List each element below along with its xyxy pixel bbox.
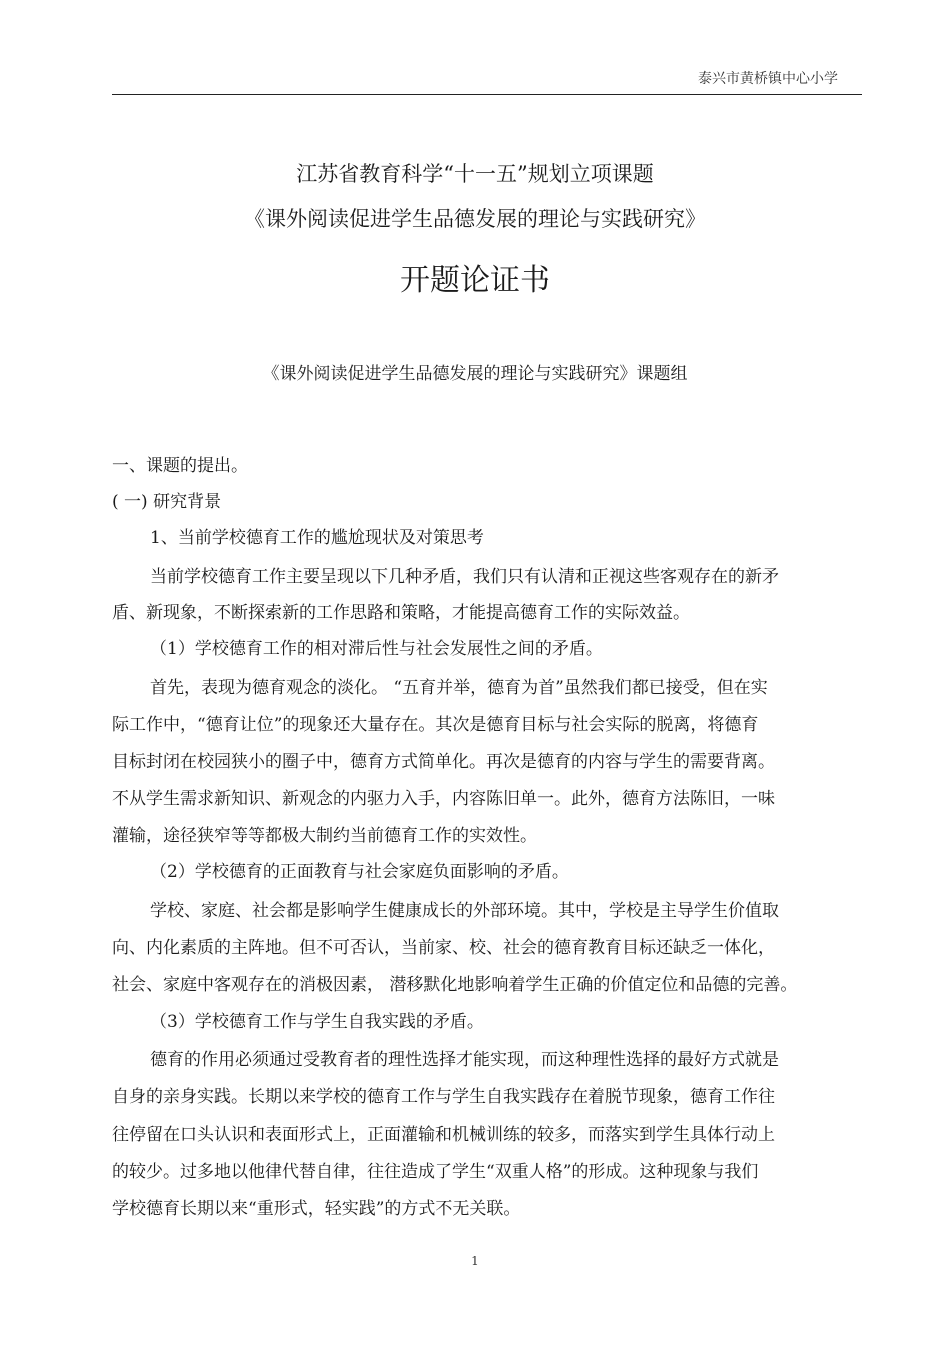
paragraph-line: 德育的作用必须通过受教育者的理性选择才能实现，而这种理性选择的最好方式就是 <box>150 1050 779 1070</box>
research-group: 《课外阅读促进学生品德发展的理论与实践研究》课题组 <box>262 364 688 384</box>
header-school-name: 泰兴市黄桥镇中心小学 <box>698 71 838 87</box>
paragraph-line: 的较少。过多地以他律代替自律，往往造成了学生“双重人格”的形成。这种现象与我们 <box>112 1162 759 1182</box>
paragraph-line: 目标封闭在校园狭小的圈子中，德育方式简单化。再次是德育的内容与学生的需要背离。 <box>112 752 775 772</box>
paragraph-line: 灌输，途径狭窄等等都极大制约当前德育工作的实效性。 <box>112 826 537 846</box>
document-title: 开题论证书 <box>400 263 550 298</box>
paragraph-line: 学校德育长期以来“重形式，轻实践”的方式不无关联。 <box>112 1199 521 1219</box>
contradiction-heading: （2）学校德育的正面教育与社会家庭负面影响的矛盾。 <box>150 862 569 882</box>
project-title: 江苏省教育科学“十一五”规划立项课题 <box>296 162 654 186</box>
paragraph-line: 不从学生需求新知识、新观念的内驱力入手，内容陈旧单一。此外，德育方法陈旧，一味 <box>112 789 775 809</box>
paragraph-line: 学校、家庭、社会都是影响学生健康成长的外部环境。其中，学校是主导学生价值取 <box>150 901 779 921</box>
subsection-heading: ( 一) 研究背景 <box>112 492 222 512</box>
research-title: 《课外阅读促进学生品德发展的理论与实践研究》 <box>244 207 706 231</box>
paragraph-line: 际工作中，“德育让位”的现象还大量存在。其次是德育目标与社会实际的脱离，将德育 <box>112 715 759 735</box>
paragraph-line: 社会、家庭中客观存在的消极因素， 潜移默化地影响着学生正确的价值定位和品德的完善。 <box>112 975 798 995</box>
section-heading: 一、课题的提出。 <box>112 456 248 476</box>
paragraph-line: 当前学校德育工作主要呈现以下几种矛盾，我们只有认清和正视这些客观存在的新矛 <box>150 567 779 587</box>
paragraph-line: 自身的亲身实践。长期以来学校的德育工作与学生自我实践存在着脱节现象，德育工作往 <box>112 1087 775 1107</box>
header-divider <box>112 94 862 95</box>
paragraph-line: 盾、新现象，不断探索新的工作思路和策略，才能提高德育工作的实际效益。 <box>112 603 690 623</box>
paragraph-line: 首先，表现为德育观念的淡化。 “五育并举，德育为首”虽然我们都已接受，但在实 <box>150 678 768 698</box>
contradiction-heading: （3）学校德育工作与学生自我实践的矛盾。 <box>150 1012 484 1032</box>
paragraph-line: 向、内化素质的主阵地。但不可否认，当前家、校、社会的德育教育目标还缺乏一体化， <box>112 938 775 958</box>
item-heading: 1、当前学校德育工作的尴尬现状及对策思考 <box>150 528 484 548</box>
page-number: 1 <box>471 1254 479 1268</box>
paragraph-line: 往停留在口头认识和表面形式上，正面灌输和机械训练的较多，而落实到学生具体行动上 <box>112 1125 775 1145</box>
contradiction-heading: （1）学校德育工作的相对滞后性与社会发展性之间的矛盾。 <box>150 639 603 659</box>
